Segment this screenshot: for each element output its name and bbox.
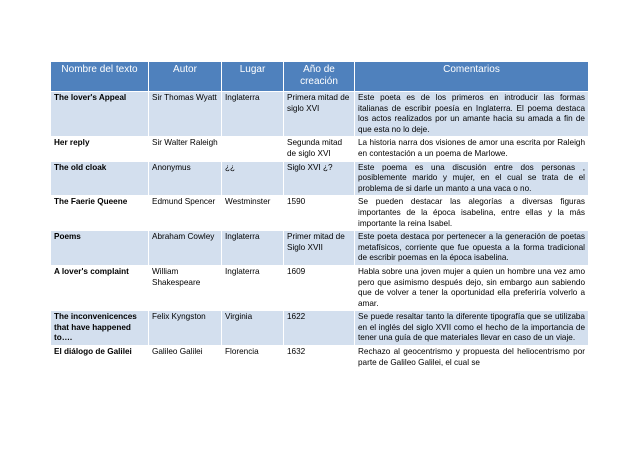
header-comentarios: Comentarios [355, 62, 589, 92]
cell-place: Inglaterra [222, 265, 284, 310]
cell-name: The old cloak [51, 161, 149, 196]
cell-comment: Este poeta es de los primeros en introducir las formas italianas de escribir poesía en Inglaterra. El poema destaca los actos realizados por un amante hacia su amada a fin de que esta no lo deje. [355, 92, 589, 137]
cell-author: Anonymus [149, 161, 222, 196]
table-row [51, 231, 589, 266]
cell-comment: La historia narra dos visiones de amor una escrita por Raleigh en contestación a un poema de Marlowe. [355, 137, 589, 161]
cell-comment: Se pueden destacar las alegorías a diversas figuras importantes de la época isabelina, entre ellas y la más importante la reina Isabel. [355, 196, 589, 231]
table-header-row [51, 62, 589, 92]
cell-comment: Este poema es una discusión entre dos personas , posiblemente marido y mujer, en el cual se trata de el problema de si darle un manto a una vaca o no. [355, 161, 589, 196]
cell-author: Felix Kyngston [149, 311, 222, 346]
cell-name: The Faerie Queene [51, 196, 149, 231]
table-row [51, 92, 589, 137]
cell-comment: Rechazo al geocentrismo y propuesta del heliocentrismo por parte de Galileo Galilei, el cual se [355, 346, 589, 370]
cell-place: Westminster [222, 196, 284, 231]
literature-table [50, 61, 589, 370]
cell-place: Virginia [222, 311, 284, 346]
cell-year: Siglo XVI ¿? [284, 161, 355, 196]
cell-place: ¿¿ [222, 161, 284, 196]
header-autor: Autor [149, 62, 222, 92]
cell-author: William Shakespeare [149, 265, 222, 310]
cell-place: Inglaterra [222, 231, 284, 266]
cell-name: El diálogo de Galilei [51, 346, 149, 370]
cell-author: Galileo Galilei [149, 346, 222, 370]
cell-place [222, 137, 284, 161]
cell-name: A lover's complaint [51, 265, 149, 310]
header-nombre-del-texto: Nombre del texto [51, 62, 149, 92]
cell-author: Sir Walter Raleigh [149, 137, 222, 161]
cell-name: Her reply [51, 137, 149, 161]
cell-author: Sir Thomas Wyatt [149, 92, 222, 137]
cell-year: 1632 [284, 346, 355, 370]
cell-year: 1590 [284, 196, 355, 231]
cell-comment: Este poeta destaca por pertenecer a la generación de poetas metafísicos, corriente que fue opuesta a la forma tradicional de escribir poemas en la época isabelina. [355, 231, 589, 266]
cell-name: The lover's Appeal [51, 92, 149, 137]
cell-place: Inglaterra [222, 92, 284, 137]
table-row [51, 346, 589, 370]
cell-name: The inconvenicences that have happened to…. [51, 311, 149, 346]
cell-year: Segunda mitad de siglo XVI [284, 137, 355, 161]
table-row [51, 196, 589, 231]
cell-author: Edmund Spencer [149, 196, 222, 231]
cell-year: Primer mitad de Siglo XVII [284, 231, 355, 266]
cell-name: Poems [51, 231, 149, 266]
table-row [51, 161, 589, 196]
cell-year: 1609 [284, 265, 355, 310]
cell-author: Abraham Cowley [149, 231, 222, 266]
cell-place: Florencia [222, 346, 284, 370]
cell-comment: Habla sobre una joven mujer a quien un hombre una vez amo pero que asimismo después dejo, sin embargo aun sabiendo que de volver a tener la oportunidad ella preferiría volverlo a amar. [355, 265, 589, 310]
header-lugar: Lugar [222, 62, 284, 92]
cell-year: 1622 [284, 311, 355, 346]
cell-comment: Se puede resaltar tanto la diferente tipografía que se utilizaba en el inglés del siglo XVII como el hecho de la importancia de tener una guía de que materiales llevar en caso de un viaje. [355, 311, 589, 346]
cell-year: Primera mitad de siglo XVI [284, 92, 355, 137]
header-ano-de-creacion: Año de creación [284, 62, 355, 92]
table-row [51, 311, 589, 346]
table-row [51, 137, 589, 161]
literature-table-container [50, 61, 588, 370]
table-row [51, 265, 589, 310]
